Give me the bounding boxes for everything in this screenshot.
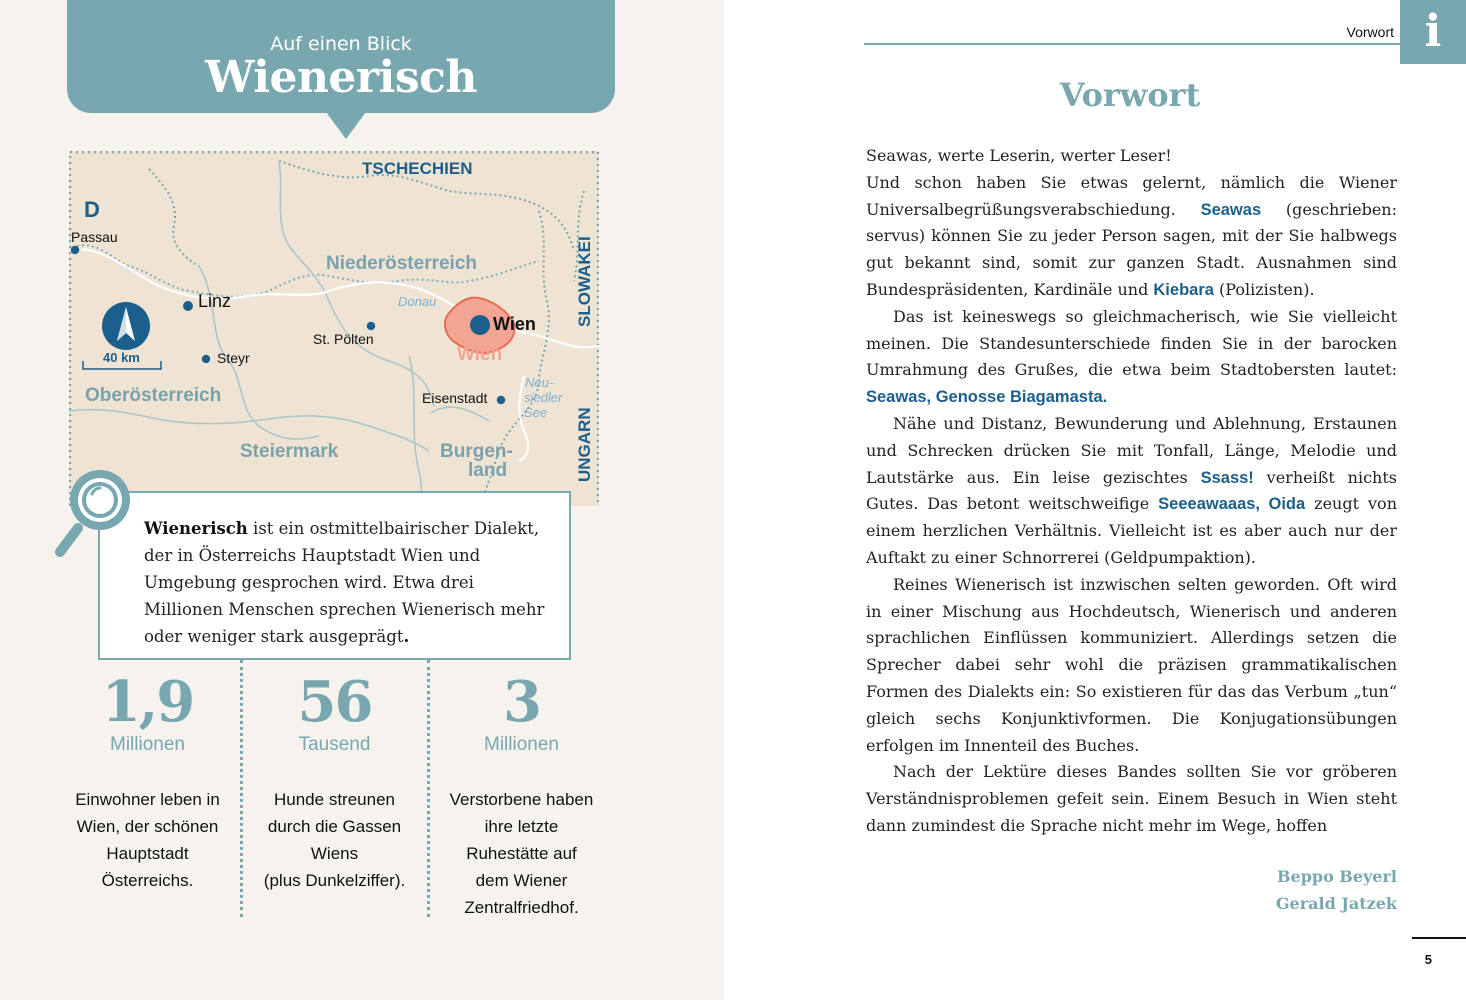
map-scale-label: 40 km [103,350,140,365]
foreword-body [866,143,1397,840]
paragraph: Seawas, werte Leserin, werter Leser! [866,146,1172,165]
paragraph: Das ist keineswegs so gleichmacherisch, wie Sie vielleicht meinen. Die Standesunterschiede finden Sie in der barocken Umrahmung des Grußes, die etwa beim Stadtobersten lautet: Seawas, Genosse Biagamasta. [866,306,1397,407]
map-label-niederoesterreich: Niederösterreich [326,253,478,274]
dialect-term: Seawas, Genosse Biagamasta. [866,388,1108,407]
running-head: Vorwort [1346,24,1394,40]
map-label-passau: Passau [71,229,118,245]
stat-description: Einwohner leben in Wien, der schönen Hauptstadt Österreichs. [75,790,220,890]
page-title: Vorwort [1059,76,1201,114]
info-tab-icon: i [1400,0,1466,64]
austria-map [69,151,599,506]
map-label-see-2: siedler [524,390,563,405]
info-box [98,491,571,660]
paragraph: Reines Wienerisch ist inzwischen selten geworden. Oft wird in einer Mischung aus Hochdeutsch, Wienerisch und anderen sprachlichen Einflüssen kommuniziert. Allerdings setzen die Sprecher dabei sehr wohl die präzisen grammatikalischen Formen des Dialekts ein: So existieren für das das Verbum „tun“ gleich sechs Konjunktivformen. Die Konjugationsübungen erfolgen im Innenteil des Buches. [866,574,1397,755]
map-label-steiermark: Steiermark [240,441,339,462]
paragraph: Und schon haben Sie etwas gelernt, nämlich die Wiener Universalbegrüßungsverabschiedung. Seawas (geschrieben: servus) können Sie zu jeder Person sagen, mit der Sie halbwegs gut bekannt sind, somit zur ganzen Stadt. Ausnahmen sind Bundespräsidenten, Kardinäle und Kiebara (Polizisten). [866,172,1397,299]
dialect-term: Kiebara [1153,280,1214,299]
map-label-see-1: Neu- [525,375,554,390]
stat-hunde [241,670,428,894]
stat-number: 3 [503,669,540,735]
map-label-linz: Linz [198,291,232,311]
dialect-term: Ssass! [1200,468,1254,487]
map-label-steyr: Steyr [217,350,250,366]
header-bubble-pointer [326,112,366,139]
stat-description: Hunde streunen durch die Gassen Wiens (plus Dunkelziffer). [263,790,406,890]
author-name: Beppo Beyerl [1276,867,1397,886]
stat-verstorbene [428,670,615,921]
map-label-burgenland-2: land [468,460,508,481]
map-label-donau: Donau [398,294,437,309]
stat-number: 1,9 [101,669,194,735]
footer-rule [1412,937,1466,939]
magnifier-icon [52,466,136,562]
header-subtitle: Auf einen Blick [270,33,412,55]
page-number: 5 [1424,952,1432,967]
info-term: Wienerisch [144,519,248,538]
map-label-st-poelten: St. Pölten [313,331,374,347]
header-bubble [67,0,615,113]
info-body: ist ein ostmittelbairischer Dialekt, der in Österreichs Hauptstadt Wien und Umgebung gesprochen wird. Etwa drei Millionen Menschen sprechen Wienerisch mehr oder weniger stark ausgeprägt [144,519,545,646]
map-label-wien-region: Wien [457,344,503,365]
stat-description: Verstorbene haben ihre letzte Ruhestätte auf dem Wiener Zentralfriedhof. [449,790,594,917]
map-label-wien: Wien [493,314,536,334]
stat-unit: Millionen [110,734,185,755]
stat-unit: Tausend [298,734,371,755]
author-name: Gerald Jatzek [1275,894,1397,913]
dialect-term: Seawas [1200,200,1262,219]
map-label-ungarn: UNGARN [575,407,594,482]
paragraph: Nach der Lektüre dieses Bandes sollten Sie vor gröberen Verständnisproblemen gefeit sein. Einem Besuch in Wien steht dann zumindest die Sprache nicht mehr im Wege, hoffen [866,762,1397,835]
stat-unit: Millionen [484,734,559,755]
map-label-oberoesterreich: Oberösterreich [85,385,222,406]
dialect-term: Seeeawaaas, Oida [1158,495,1306,514]
map-label-deutschland: D [84,197,100,222]
map-label-see-3: See [524,405,548,420]
map-label-slowakei: SLOWAKEI [575,236,594,327]
header-title: Wienerisch [205,52,477,103]
header-rule [864,43,1400,45]
info-end: . [403,627,410,646]
right-page [724,0,1466,1000]
paragraph: Nähe und Distanz, Bewunderung und Ablehnung, Erstaunen und Schrecken drücken Sie mit Tonfall, Länge, Melodie und Lautstärke aus. Ein leise gezischtes Ssass! verheißt nichts Gutes. Das betont weitschweifige Seeeawaaas, Oida zeugt von einem herzlichen Verhältnis. Vielleicht ist es aber auch nur der Auftakt zu einer Schnorrerei (Geldpumpaktion). [866,413,1397,567]
map-label-burgenland-1: Burgen- [440,441,513,462]
map-label-tschechien: TSCHECHIEN [362,159,473,178]
map-label-eisenstadt: Eisenstadt [422,390,488,406]
left-page [0,0,724,1000]
stat-number: 56 [297,669,372,735]
info-text [144,515,545,650]
stat-einwohner [54,670,241,894]
